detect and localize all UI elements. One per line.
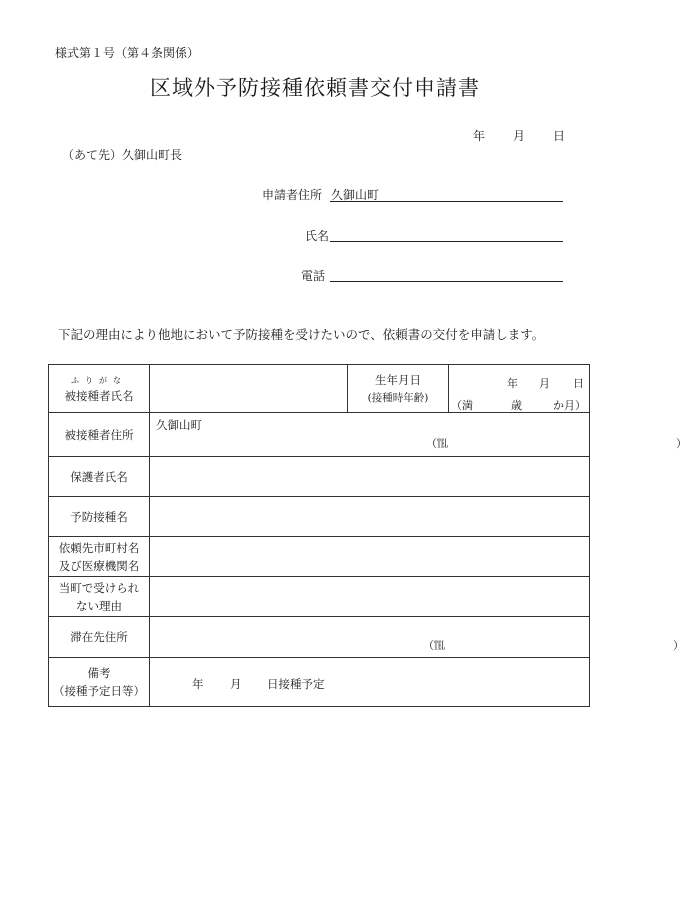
guardian-label: 保護者氏名 (49, 457, 150, 497)
sched-year-label: 年 (192, 677, 204, 691)
page-title: 区域外予防接種依頼書交付申請書 (150, 76, 480, 100)
destination-field[interactable] (150, 537, 590, 577)
table-row (49, 617, 590, 658)
destination-label-cell (49, 537, 150, 577)
patient-address-field[interactable] (150, 413, 687, 457)
age-years-label: 歳 (511, 399, 522, 412)
vaccine-field[interactable] (150, 497, 590, 537)
date-day-label: 日 (553, 129, 566, 143)
applicant-address-field[interactable] (330, 201, 563, 202)
stay-tel-close-label: ） (673, 639, 684, 652)
table-row (49, 365, 590, 413)
table-row (49, 658, 590, 707)
table-row (49, 497, 590, 537)
dob-month-label: 月 (539, 377, 550, 390)
table-row (49, 457, 590, 497)
stay-address-label: 滞在先住所 (49, 617, 150, 658)
applicant-address-value: 久御山町 (331, 188, 380, 202)
table-row (49, 537, 590, 577)
applicant-name-field[interactable] (330, 241, 563, 242)
applicant-phone-label: 電話 (301, 269, 326, 283)
dob-field[interactable] (449, 365, 590, 413)
tel-open-label: （℡ (426, 437, 448, 450)
form-number: 様式第１号（第４条関係） (55, 46, 200, 60)
reason-label-line1: 当町で受けられ (58, 580, 140, 595)
stay-tel-open-label: （℡ (423, 639, 445, 652)
stay-address-field[interactable] (150, 617, 684, 658)
furigana-label: ふりがな (71, 375, 127, 385)
dob-year-label: 年 (507, 377, 518, 390)
remarks-field[interactable] (150, 658, 590, 707)
addressee: （あて先）久御山町長 (62, 148, 183, 162)
age-open-label: （満 (451, 399, 473, 412)
application-table (48, 364, 687, 707)
applicant-name-label: 氏名 (305, 229, 330, 243)
remarks-label-line1: 備考 (87, 666, 111, 680)
date-month-label: 月 (513, 129, 526, 143)
patient-address-label: 被接種者住所 (49, 413, 150, 457)
patient-name-label: 被接種者氏名 (64, 388, 134, 403)
sched-day-label: 日接種予定 (267, 677, 325, 691)
patient-address-value: 久御山町 (156, 418, 202, 432)
remarks-label-line2: （接種予定日等） (53, 684, 145, 698)
guardian-field[interactable] (150, 457, 590, 497)
applicant-address-label: 申請者住所 (262, 188, 323, 202)
destination-label-line2: 及び医療機関名 (58, 558, 140, 573)
patient-name-label-cell (49, 365, 150, 413)
dob-label: 生年月日 (375, 372, 421, 387)
remarks-label-cell (49, 658, 150, 707)
request-statement: 下記の理由により他地において予防接種を受けたいので、依頼書の交付を申請します。 (58, 327, 545, 342)
dob-label-cell (348, 365, 449, 413)
patient-name-field[interactable] (150, 365, 348, 413)
reason-label-cell (49, 577, 150, 617)
sched-month-label: 月 (230, 677, 242, 691)
reason-field[interactable] (150, 577, 590, 617)
dob-sub-label: (接種時年齢) (367, 391, 429, 404)
applicant-phone-field[interactable] (330, 281, 563, 282)
table-row (49, 577, 590, 617)
vaccine-label: 予防接種名 (49, 497, 150, 537)
dob-day-label: 日 (573, 377, 584, 390)
reason-label-line2: ない理由 (76, 598, 122, 613)
date-year-label: 年 (473, 129, 486, 143)
tel-close-label: ） (676, 437, 687, 450)
destination-label-line1: 依頼先市町村名 (58, 540, 140, 555)
table-row (49, 413, 590, 457)
age-months-label: か月） (553, 399, 586, 412)
